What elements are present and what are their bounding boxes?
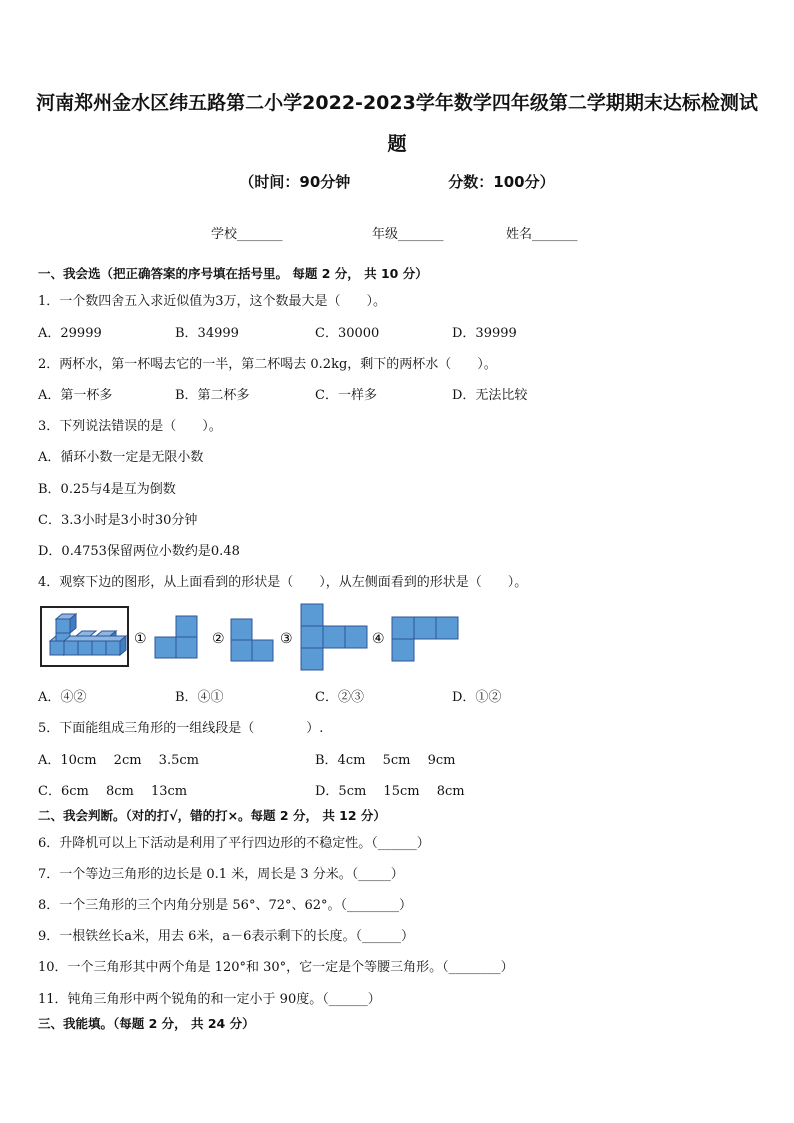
question-4-stem: 4．观察下边的图形，从上面看到的形状是（ ），从左侧面看到的形状是（ ）。 xyxy=(38,575,528,590)
figure-label-1: ① xyxy=(134,631,147,647)
figure-label-3: ③ xyxy=(280,631,293,647)
view-option-3 xyxy=(301,604,367,670)
q4-option-c: C．②③ xyxy=(315,690,364,705)
q1-option-a: A．29999 xyxy=(38,326,102,341)
q5-option-c: C．6cm 8cm 13cm xyxy=(38,784,188,799)
section-2-header: 二、我会判断。（对的打√，错的打×。每题 2 分， 共 12 分） xyxy=(38,808,386,823)
q2-option-a: A．第一杯多 xyxy=(38,388,113,403)
exam-subtitle xyxy=(0,171,794,192)
q3-option-b: B．0.25与4是互为倒数 xyxy=(38,482,176,497)
q1-option-c: C．30000 xyxy=(315,326,380,341)
q3-option-d: D．0.4753保留两位小数约是0.48 xyxy=(38,544,240,559)
q5-option-d: D．5cm 15cm 8cm xyxy=(315,784,465,799)
q1-option-d: D．39999 xyxy=(452,326,517,341)
judge-item-7: 7．一个等边三角形的边长是 0.1 米，周长是 3 分米。（_____） xyxy=(38,867,404,882)
grade-field[interactable]: 年级_______ xyxy=(372,227,444,242)
question-4-figure xyxy=(38,602,478,672)
school-field[interactable]: 学校_______ xyxy=(211,227,283,242)
q2-option-b: B．第二杯多 xyxy=(175,388,250,403)
judge-item-9: 9．一根铁丝长a米，用去 6米，a－6表示剩下的长度。（______） xyxy=(38,929,414,944)
q2-option-d: D．无法比较 xyxy=(452,388,528,403)
section-1-header: 一、我会选（把正确答案的序号填在括号里。 每题 2 分， 共 10 分） xyxy=(38,266,428,281)
question-5-stem: 5．下面能组成三角形的一组线段是（ ）. xyxy=(38,721,324,736)
question-1-stem: 1．一个数四舍五入求近似值为3万，这个数最大是（ ）。 xyxy=(38,294,387,309)
figure-label-4: ④ xyxy=(372,631,385,647)
judge-item-10: 10．一个三角形其中两个角是 120°和 30°，它一定是个等腰三角形。（________） xyxy=(38,960,514,975)
q3-option-a: A．循环小数一定是无限小数 xyxy=(38,450,204,465)
exam-title-line-2: 题 xyxy=(387,133,407,155)
exam-time: （时间：90分钟 xyxy=(239,173,351,191)
section-3-header: 三、我能填。（每题 2 分， 共 24 分） xyxy=(38,1016,255,1031)
question-3-stem: 3．下列说法错误的是（ ）。 xyxy=(38,419,222,434)
exam-title-line-1: 河南郑州金水区纬五路第二小学2022-2023学年数学四年级第二学期期末达标检测试 xyxy=(36,92,758,114)
q4-option-b: B．④① xyxy=(175,690,224,705)
view-option-2 xyxy=(231,619,273,661)
q5-option-a: A．10cm 2cm 3.5cm xyxy=(38,753,199,768)
judge-item-8: 8．一个三角形的三个内角分别是 56°、72°、62°。（________） xyxy=(38,898,413,913)
q1-option-b: B．34999 xyxy=(175,326,239,341)
view-option-4 xyxy=(392,617,458,661)
cube-front-face xyxy=(56,619,70,633)
name-field[interactable]: 姓名_______ xyxy=(506,227,578,242)
figure-label-2: ② xyxy=(212,631,225,647)
judge-item-6: 6．升降机可以上下活动是利用了平行四边形的不稳定性。（______） xyxy=(38,836,430,851)
view-option-1 xyxy=(155,616,197,658)
question-2-stem: 2．两杯水，第一杯喝去它的一半，第二杯喝去 0.2kg，剩下的两杯水（ ）。 xyxy=(38,357,497,372)
judge-item-11: 11．钝角三角形中两个锐角的和一定小于 90度。（______） xyxy=(38,992,381,1007)
q4-option-d: D．①② xyxy=(452,690,502,705)
solid-block-figure xyxy=(41,607,128,666)
q3-option-c: C．3.3小时是3小时30分钟 xyxy=(38,513,198,528)
q5-option-b: B．4cm 5cm 9cm xyxy=(315,753,456,768)
q2-option-c: C．一样多 xyxy=(315,388,377,403)
q4-option-a: A．④② xyxy=(38,690,87,705)
exam-score: 分数：100分） xyxy=(448,173,555,191)
